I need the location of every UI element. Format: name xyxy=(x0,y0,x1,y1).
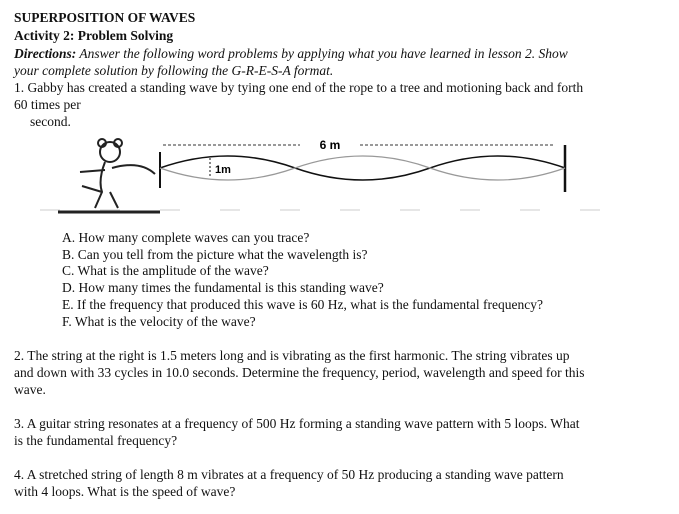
length-label: 6 m xyxy=(319,138,341,152)
q2-line1: 2. The string at the right is 1.5 meters long and is vibrating as the first harmonic. The string vibrates up xyxy=(14,348,570,363)
q4-line1: 4. A stretched string of length 8 m vibrates at a frequency of 50 Hz producing a standing wave pattern xyxy=(14,467,564,482)
directions-text: Answer the following word problems by applying what you have learned in lesson 2. Show xyxy=(76,46,568,61)
q1-sub-a: A. How many complete waves can you trace? xyxy=(62,230,310,245)
q2-line2: and down with 33 cycles in 10.0 seconds. Determine the frequency, period, wavelength and speed for this xyxy=(14,365,585,380)
q1-sub-d: D. How many times the fundamental is this standing wave? xyxy=(62,280,384,295)
standing-wave-figure xyxy=(0,130,679,222)
cartoon-figure xyxy=(58,139,160,212)
activity-heading: Activity 2: Problem Solving xyxy=(14,28,174,43)
q1-line1: 1. Gabby has created a standing wave by tying one end of the rope to a tree and motioning back and forth xyxy=(14,80,584,95)
q1-sub-f: F. What is the velocity of the wave? xyxy=(62,314,256,329)
q1-line3: second. xyxy=(30,114,71,129)
q1-line2: 60 times per xyxy=(14,97,81,112)
q1-sub-c: C. What is the amplitude of the wave? xyxy=(62,263,269,278)
q3-line2: is the fundamental frequency? xyxy=(14,433,178,448)
amplitude-label: 1m xyxy=(215,164,231,176)
q1-sub-b: B. Can you tell from the picture what the wavelength is? xyxy=(62,247,368,262)
directions-text-2: your complete solution by following the G-R-E-S-A format. xyxy=(14,63,334,78)
q2-line3: wave. xyxy=(14,382,46,397)
q1-sub-e: E. If the frequency that produced this wave is 60 Hz, what is the fundamental frequency? xyxy=(62,297,543,312)
directions-label: Directions: xyxy=(14,46,77,61)
q4-line2: with 4 loops. What is the speed of wave? xyxy=(14,484,236,499)
title: SUPERPOSITION OF WAVES xyxy=(14,10,196,25)
q3-line1: 3. A guitar string resonates at a frequency of 500 Hz forming a standing wave pattern with 5 loops. What xyxy=(14,416,580,431)
